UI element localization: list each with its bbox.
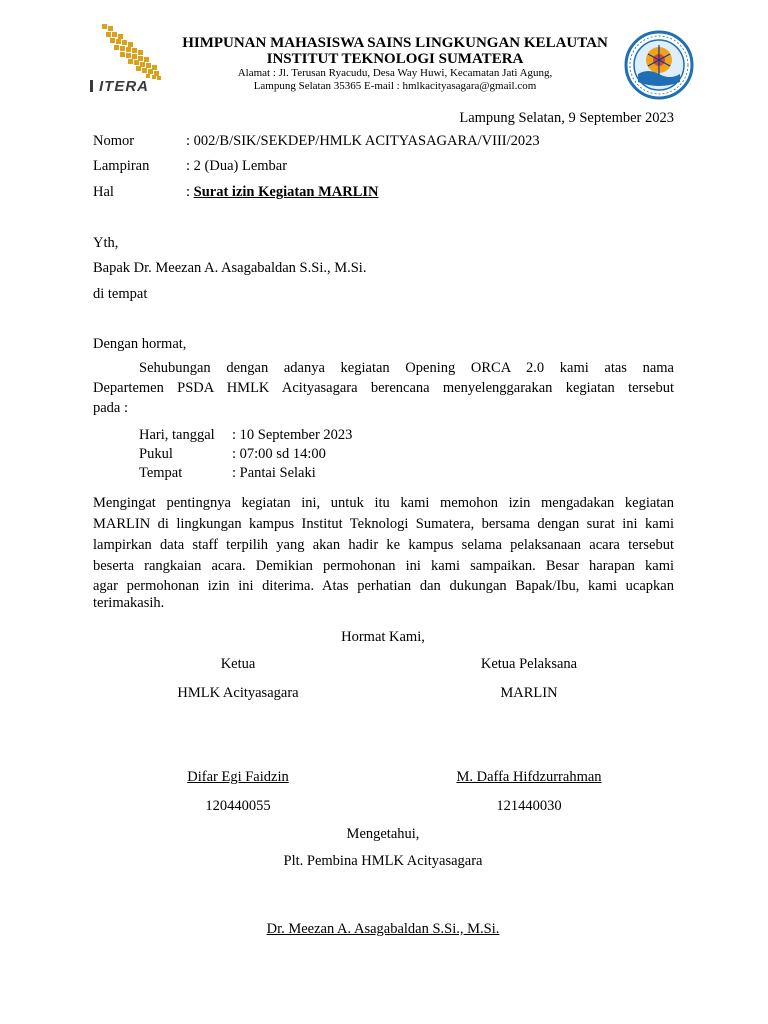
signatory-right-name: [429, 767, 629, 787]
recipient-place: di tempat: [93, 286, 148, 302]
signatory-right-id: 121440030: [496, 798, 562, 814]
signatory-left-name-text: Difar Egi Faidzin: [187, 769, 289, 785]
signatory-left-org: HMLK Acityasagara: [177, 685, 299, 701]
acknowledge-name: [183, 919, 583, 939]
para2-line-3: lampirkan data staff terpilih yang akan hadir ke kampus selama pelaksanaan acara tersebut: [93, 537, 674, 553]
signatory-right-org: MARLIN: [500, 685, 558, 701]
institute-name: INSTITUT TEKNOLOGI SUMATERA: [266, 51, 524, 67]
recipient-greeting: Yth,: [93, 235, 119, 251]
para1-line-3: pada :: [93, 400, 129, 416]
signatory-right-name-text: M. Daffa Hifdzurrahman: [456, 769, 602, 785]
field-label-lampiran: Lampiran: [93, 158, 150, 174]
detail-value-place: : Pantai Selaki: [232, 465, 316, 481]
acknowledge-label: Mengetahui,: [346, 826, 420, 842]
field-value-lampiran: : 2 (Dua) Lembar: [186, 158, 288, 174]
para1-line-2: Departemen PSDA HMLK Acityasagara berencana menyelenggarakan kegiatan tersebut: [93, 380, 674, 396]
detail-label-date: Hari, tanggal: [139, 427, 215, 443]
para2-line-2: MARLIN di lingkungan kampus Institut Teknologi Sumatera, bersama dengan surat ini kami: [93, 516, 674, 532]
para2-line-4: beserta rangkaian acara. Demikian permohonan ini kami sampaikan. Besar harapan kami: [93, 558, 674, 574]
field-value-nomor: : 002/B/SIK/SEKDEP/HMLK ACITYASAGARA/VIII/2023: [186, 133, 540, 149]
address-line-2: Lampung Selatan 35365 E-mail : hmlkacityasagara@gmail.com: [253, 80, 537, 92]
signatory-left-name: [138, 767, 338, 787]
closing: Hormat Kami,: [341, 629, 425, 645]
acknowledge-role: Plt. Pembina HMLK Acityasagara: [283, 853, 483, 869]
hal-subject: Surat izin Kegiatan MARLIN: [193, 184, 379, 200]
para2-line-1: Mengingat pentingnya kegiatan ini, untuk itu kami memohon izin mengadakan kegiatan: [93, 495, 674, 511]
salutation: Dengan hormat,: [93, 336, 187, 352]
itera-logo-text: ITERA: [99, 78, 149, 95]
signatory-left-id: 120440055: [205, 798, 271, 814]
recipient-name: Bapak Dr. Meezan A. Asagabaldan S.Si., M.Si.: [93, 260, 367, 276]
para2-line-5: agar permohonan izin ini diterima. Atas perhatian dan dukungan Bapak/Ibu, kami ucapkan: [93, 578, 674, 594]
letter-date: Lampung Selatan, 9 September 2023: [459, 110, 674, 126]
field-label-hal: Hal: [93, 184, 114, 200]
signatory-left-role: Ketua: [220, 656, 256, 672]
detail-value-date: : 10 September 2023: [232, 427, 353, 443]
address-line-1: Alamat : Jl. Terusan Ryacudu, Desa Way Huwi, Kecamatan Jati Agung,: [237, 67, 553, 79]
signatory-right-role: Ketua Pelaksana: [480, 656, 578, 672]
detail-label-place: Tempat: [139, 465, 183, 481]
org-name: HIMPUNAN MAHASISWA SAINS LINGKUNGAN KELAUTAN: [182, 35, 608, 51]
field-label-nomor: Nomor: [93, 133, 135, 149]
field-value-hal: [186, 184, 379, 201]
para1-line-1: Sehubungan dengan adanya kegiatan Opening ORCA 2.0 kami atas nama: [139, 360, 674, 376]
acknowledge-name-text: Dr. Meezan A. Asagabaldan S.Si., M.Si.: [266, 921, 500, 937]
detail-value-time: : 07:00 sd 14:00: [232, 446, 326, 462]
hal-colon: :: [186, 184, 194, 200]
detail-label-time: Pukul: [139, 446, 173, 462]
hmlk-seal-logo: [624, 30, 694, 100]
para2-line-6: terimakasih.: [93, 595, 165, 611]
